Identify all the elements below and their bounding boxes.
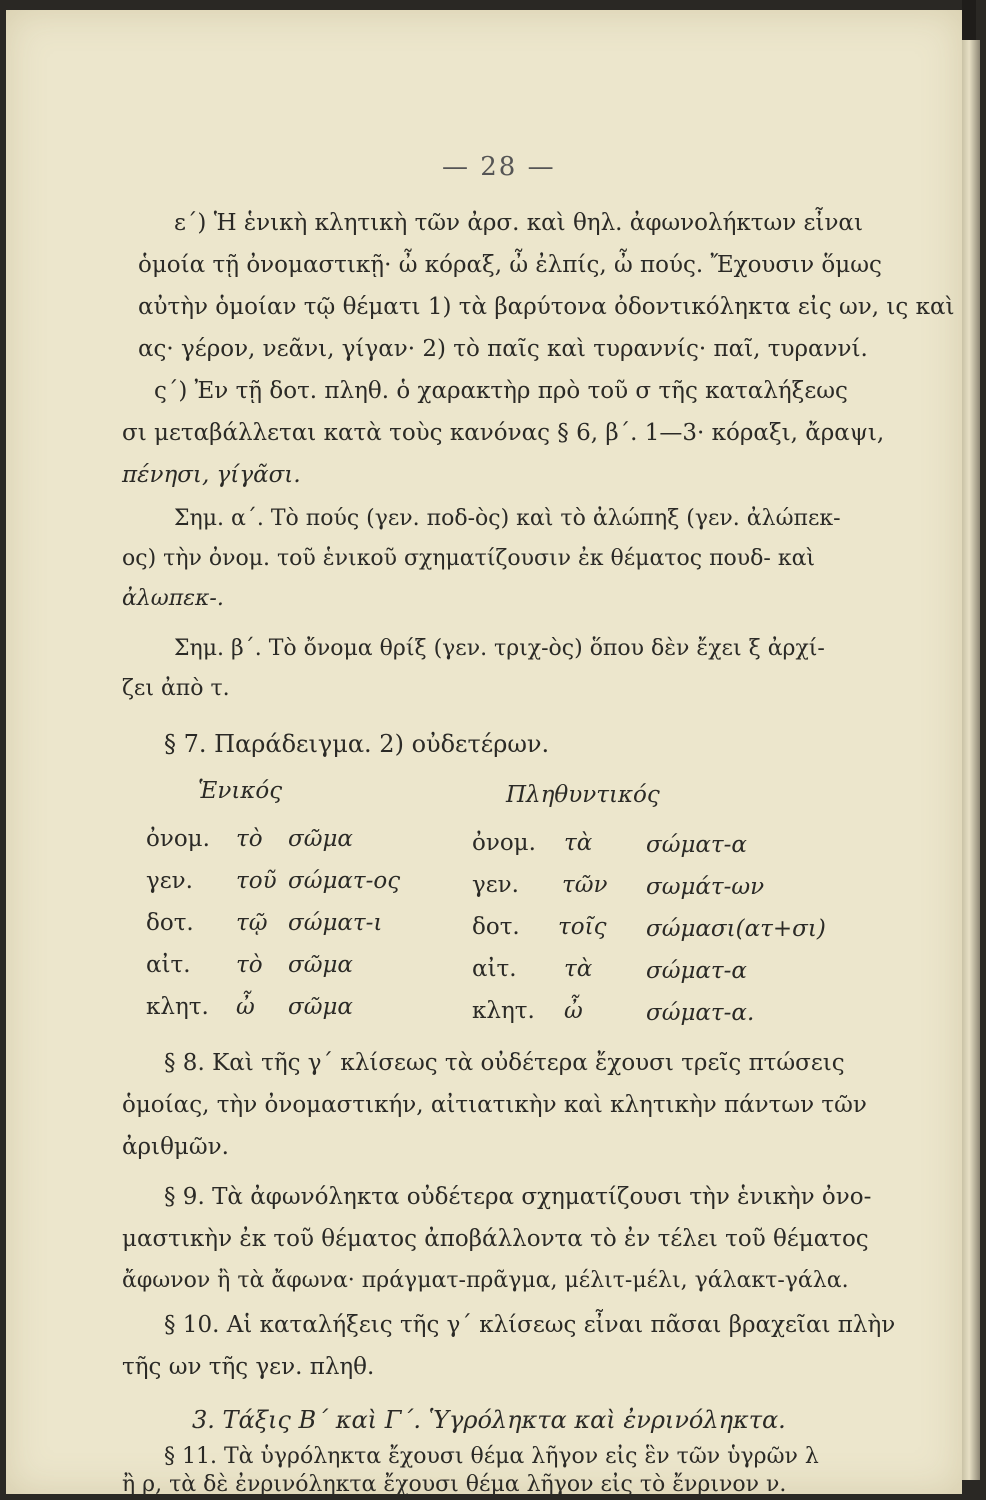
page-edge [962,40,980,1480]
note-a-line: ἀλωπεκ-. [122,586,224,611]
table-cell: ὀνομ. [472,830,536,856]
section-8-line: ὁμοίας, τὴν ὀνομαστικήν, αἰτιατικὴν καὶ κλητικὴν πάντων τῶν [122,1092,867,1118]
table-cell: αἰτ. [146,952,191,978]
table-cell: ὦ [236,994,255,1020]
section-9-line: μαστικὴν ἐκ τοῦ θέματος ἀποβάλλοντα τὸ ἐν τέλει τοῦ θέματος [122,1226,869,1252]
heading-3: 3. Τάξις Β΄ καὶ Γ΄. Ὑγρόληκτα καὶ ἐνρινόληκτα. [192,1406,786,1434]
note-b-line: Σημ. β΄. Τὸ ὄνομα θρίξ (γεν. τριχ-ὸς) ὅπου δὲν ἔχει ξ ἀρχί- [174,636,825,661]
section-11-line: § 11. Τὰ ὑγρόληκτα ἔχουσι θέμα λῆγον εἰς ἓν τῶν ὑγρῶν λ [164,1444,819,1469]
table-cell: σωμάτ-ων [646,874,765,900]
note-b-line: ζει ἀπὸ τ. [122,676,230,701]
paragraph-e-line: αὐτὴν ὁμοίαν τῷ θέματι 1) τὰ βαρύτονα ὀδοντικόληκτα εἰς ων, ις καὶ [138,294,955,320]
table-cell: σῶμα [288,994,353,1020]
section-8-line: § 8. Καὶ τῆς γ΄ κλίσεως τὰ οὐδέτερα ἔχουσι τρεῖς πτώσεις [164,1050,845,1076]
table-cell: τὰ [564,956,593,982]
paragraph-st-line: ς΄) Ἐν τῇ δοτ. πληθ. ὁ χαρακτὴρ πρὸ τοῦ σ τῆς καταλήξεως [154,378,848,404]
table-cell: τῶν [562,872,608,898]
table-cell: ὦ [564,998,583,1024]
table-cell: σῶμα [288,952,353,978]
table-cell: τὸ [236,952,263,978]
table-cell: σώματ-α [646,832,747,858]
section-10-line: § 10. Αἱ καταλήξεις τῆς γ΄ κλίσεως εἶναι πᾶσαι βραχεῖαι πλὴν [164,1312,896,1338]
table-cell: δοτ. [146,910,194,936]
section-7-heading: § 7. Παράδειγμα. 2) οὐδετέρων. [164,730,550,758]
table-cell: σώμασι(ατ+σι) [646,916,826,942]
page-edge-top [962,0,976,40]
table-cell: γεν. [146,868,193,894]
table-cell: τοῖς [558,914,607,940]
table-cell: δοτ. [472,914,520,940]
table-cell: σώματ-α [646,958,747,984]
table-cell: κλητ. [146,994,209,1020]
paragraph-st-line: πένησι, γίγᾶσι. [122,462,301,488]
paragraph-e-line: ας· γέρον, νεᾶνι, γίγαν· 2) τὸ παῖς καὶ τυραννίς· παῖ, τυραννί. [138,336,868,362]
table-cell: γεν. [472,872,519,898]
section-9-line: ἄφωνον ἢ τὰ ἄφωνα· πράγματ-πρᾶγμα, μέλιτ-μέλι, γάλακτ-γάλα. [122,1268,849,1293]
section-9-line: § 9. Τὰ ἀφωνόληκτα οὐδέτερα σχηματίζουσι τὴν ἑνικὴν ὀνο- [164,1184,872,1210]
paragraph-st-line: σι μεταβάλλεται κατὰ τοὺς κανόνας § 6, β΄. 1—3· κόραξι, ἄραψι, [122,420,885,446]
singular-label: Ἑνικός [198,778,283,804]
table-cell: σώματ-ι [288,910,383,936]
table-cell: τῷ [236,910,268,936]
table-cell: τὸ [236,826,263,852]
note-a-line: ος) τὴν ὀνομ. τοῦ ἑνικοῦ σχηματίζουσιν ἐκ θέματος πουδ- καὶ [122,546,816,571]
table-cell: τοῦ [236,868,277,894]
book-page [6,10,962,1497]
table-cell: σώματ-ος [288,868,401,894]
note-a-line: Σημ. α΄. Τὸ πούς (γεν. ποδ-ὸς) καὶ τὸ ἀλώπηξ (γεν. ἀλώπεκ- [174,506,841,531]
section-8-line: ἀριθμῶν. [122,1134,229,1160]
table-cell: σώματ-α. [646,1000,755,1026]
table-cell: ὀνομ. [146,826,210,852]
plural-label: Πληθυντικός [506,782,660,808]
table-cell: αἰτ. [472,956,517,982]
table-cell: τὰ [564,830,593,856]
table-cell: κλητ. [472,998,535,1024]
page-number: — 28 — [442,152,556,182]
section-10-line: τῆς ων τῆς γεν. πληθ. [122,1354,375,1380]
table-cell: σῶμα [288,826,353,852]
section-11-line: ἢ ρ, τὰ δὲ ἐνρινόληκτα ἔχουσι θέμα λῆγον εἰς τὸ ἔνρινον ν. [122,1472,787,1497]
paragraph-e-line: ε΄) Ἡ ἑνικὴ κλητικὴ τῶν ἀρσ. καὶ θηλ. ἀφωνολήκτων εἶναι [174,210,863,236]
paragraph-e-line: ὁμοία τῇ ὀνομαστικῇ· ὦ κόραξ, ὦ ἐλπίς, ὦ πούς. Ἔχουσιν ὅμως [138,252,882,278]
